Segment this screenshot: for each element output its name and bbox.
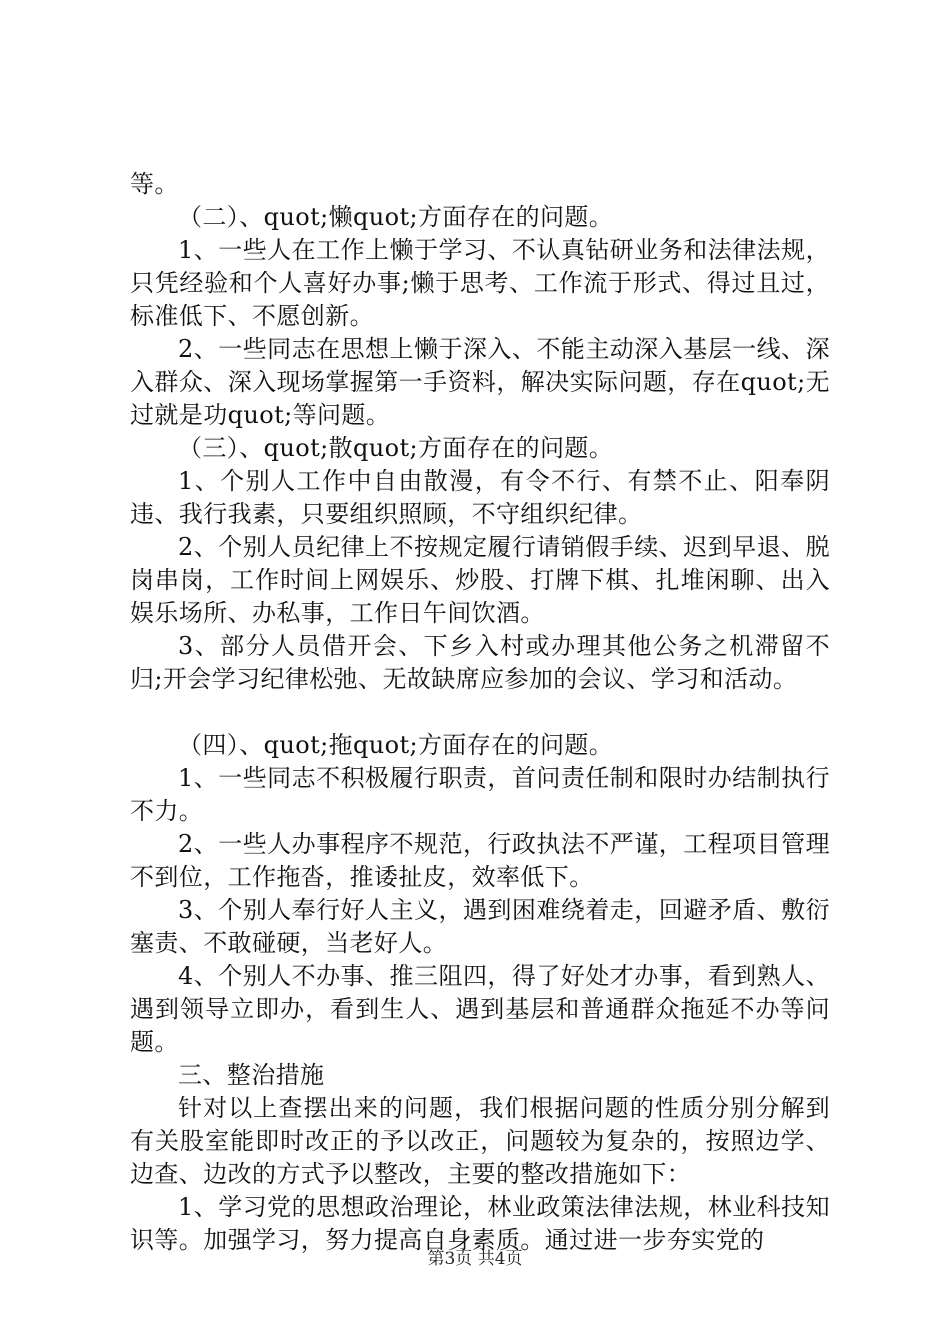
section-heading: （四）、quot;拖quot;方面存在的问题。 <box>178 731 614 759</box>
paragraph: 等。 <box>130 170 179 198</box>
paragraph: 针对以上查摆出来的问题，我们根据问题的性质分别分解到有关股室能即时改正的予以改正，问题较为复杂的，按照边学、边查、边改的方式予以整改，主要的整改措施如下： <box>130 1094 830 1188</box>
paragraph: 1、学习党的思想政治理论，林业政策法律法规，林业科技知识等。加强学习，努力提高自身素质。通过进一步夯实党的 <box>130 1193 830 1254</box>
section-heading: （二）、quot;懒quot;方面存在的问题。 <box>178 203 614 231</box>
paragraph: 2、一些同志在思想上懒于深入、不能主动深入基层一线、深入群众、深入现场掌握第一手资料，解决实际问题，存在quot;无过就是功quot;等问题。 <box>130 335 830 429</box>
section-heading: 三、整治措施 <box>178 1061 325 1089</box>
paragraph: 1、一些同志不积极履行职责，首问责任制和限时办结制执行不力。 <box>130 764 830 825</box>
paragraph: 2、个别人员纪律上不按规定履行请销假手续、迟到早退、脱岗串岗，工作时间上网娱乐、炒股、打牌下棋、扎堆闲聊、出入娱乐场所、办私事，工作日午间饮酒。 <box>130 533 830 627</box>
blank-line <box>130 696 830 729</box>
paragraph: 2、一些人办事程序不规范，行政执法不严谨，工程项目管理不到位，工作拖沓，推诿扯皮，效率低下。 <box>130 830 830 891</box>
page-footer: 第3页 共4页 <box>427 1249 523 1269</box>
paragraph: 4、个别人不办事、推三阻四，得了好处才办事，看到熟人、遇到领导立即办，看到生人、遇到基层和普通群众拖延不办等问题。 <box>130 962 830 1056</box>
paragraph: 1、一些人在工作上懒于学习、不认真钻研业务和法律法规，只凭经验和个人喜好办事;懒于思考、工作流于形式、得过且过，标准低下、不愿创新。 <box>130 236 830 330</box>
section-heading: （三）、quot;散quot;方面存在的问题。 <box>178 434 614 462</box>
paragraph: 3、个别人奉行好人主义，遇到困难绕着走，回避矛盾、敷衍塞责、不敢碰硬，当老好人。 <box>130 896 830 957</box>
document-body <box>130 168 830 1257</box>
paragraph: 3、部分人员借开会、下乡入村或办理其他公务之机滞留不归;开会学习纪律松弛、无故缺席应参加的会议、学习和活动。 <box>130 632 830 693</box>
paragraph: 1、个别人工作中自由散漫，有令不行、有禁不止、阳奉阴违、我行我素，只要组织照顾，不守组织纪律。 <box>130 467 830 528</box>
